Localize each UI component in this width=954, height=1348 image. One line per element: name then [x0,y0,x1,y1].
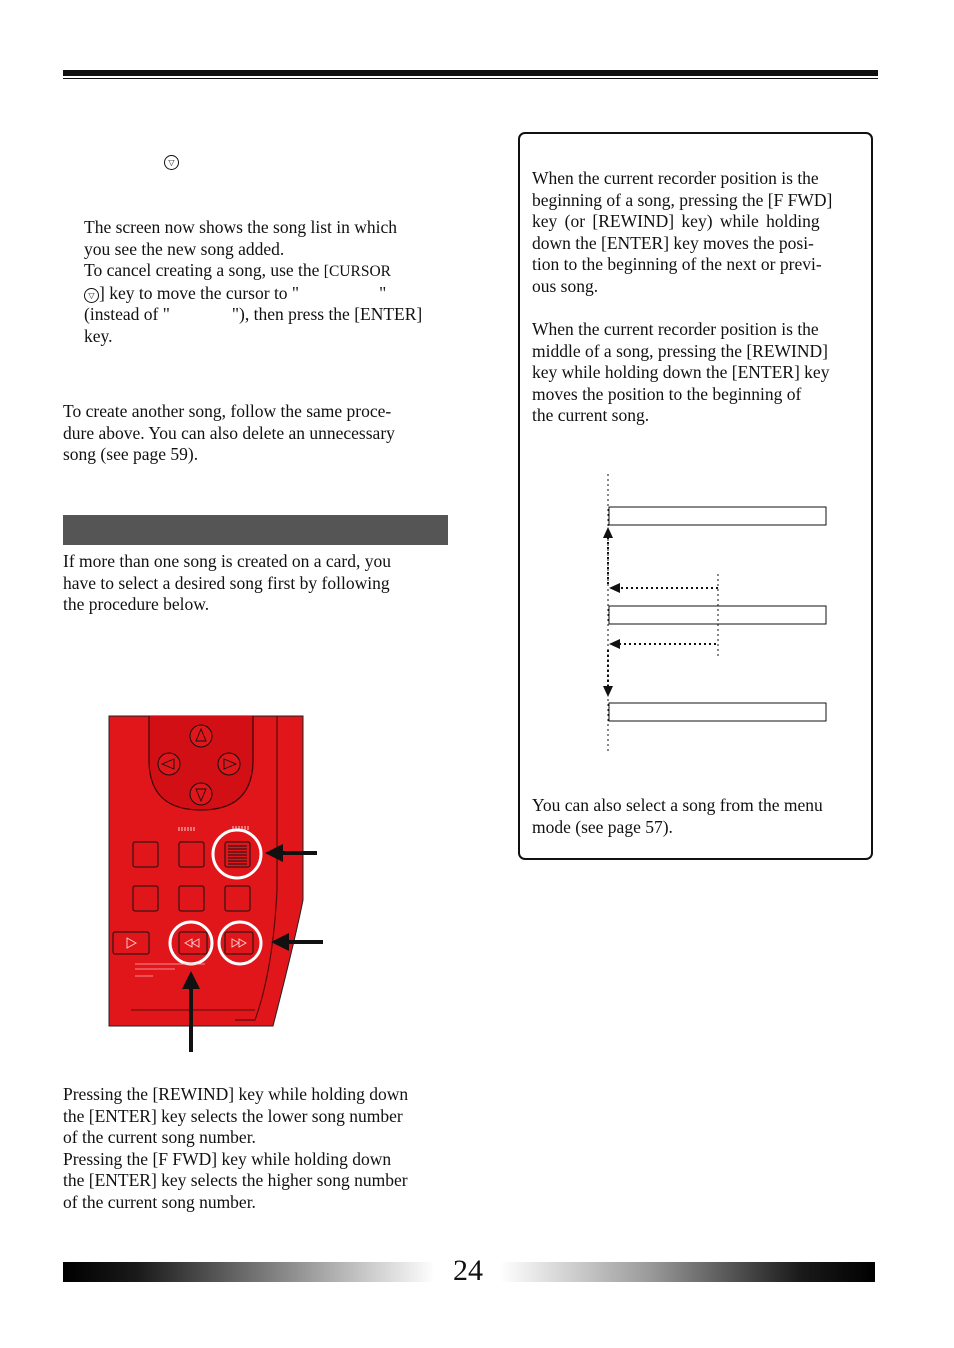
footer-gradient-bar-left [63,1262,435,1282]
page-number: 24 [453,1254,483,1287]
text-line: key (or [REWIND] key) while holding [532,211,820,232]
text-line: dure above. You can also delete an unnecessary [63,422,395,443]
text-line: you see the new song added. [84,238,285,259]
cursor-down-circle-icon: ▽ [84,288,99,303]
text-line: moves the position to the beginning of [532,383,802,404]
info-para-song-middle [532,319,859,427]
text-line: key while holding down the [ENTER] key [532,362,830,383]
text-line: song (see page 59). [63,444,199,465]
enter-key-icon [225,842,250,867]
header-rule-thick [63,70,878,76]
text-span: (instead of " [84,304,170,325]
info-para-menu-mode [532,795,862,838]
text-line: ous song. [532,275,599,296]
fast-forward-key-icon [225,932,253,954]
text-line: Pressing the [F FWD] key while holding down [63,1148,392,1169]
cursor-down-key-icon [190,783,212,805]
jump-arrow-to-current-song [609,583,718,593]
section-heading-band [63,515,448,545]
header-rule-thin [63,78,878,79]
text-span: " [379,282,387,303]
cursor-up-key-icon [190,725,212,747]
song-bar [609,507,826,525]
another-song-paragraph [63,401,448,466]
panel-key [133,886,158,911]
text-line: tion to the beginning of the next or previ- [532,254,822,275]
text-line: When the current recorder position is the [532,168,819,188]
song-bar [609,703,826,721]
play-key-icon [113,932,149,954]
panel-key [225,886,250,911]
text-line: down the [ENTER] key moves the posi- [532,232,814,253]
panel-key [133,842,158,867]
rewind-ffwd-keys-paragraph [63,1084,448,1214]
text-line [84,260,448,283]
new-song-paragraph [84,217,448,348]
text-line: the [ENTER] key selects the lower song number [63,1105,403,1126]
panel-key [179,842,204,867]
text-line: To create another song, follow the same proce- [63,401,392,421]
text-line: the procedure below. [63,594,210,615]
text-span: ] key to move the cursor to " [99,282,300,303]
panel-key [179,886,204,911]
text-line: mode (see page 57). [532,816,673,837]
cursor-right-key-icon [218,753,240,775]
text-line: The screen now shows the song list in which [84,217,398,237]
text-line: the current song. [532,405,650,426]
text-span: To cancel creating a song, use the [84,260,324,281]
text-span: "), then press the [ENTER] [231,304,423,325]
text-line: Pressing the [REWIND] key while holding down [63,1084,409,1104]
footer-gradient-bar-right [500,1262,875,1282]
info-para-song-beginning [532,168,859,298]
text-line: of the current song number. [63,1191,256,1212]
song-position-diagram [596,474,836,756]
jump-arrow-to-previous-song [609,639,716,649]
text-line: If more than one song is created on a card, you [63,551,392,571]
text-line: middle of a song, pressing the [REWIND] [532,340,828,361]
text-line: of the current song number. [63,1127,256,1148]
text-line: When the current recorder position is the [532,319,819,339]
cursor-left-key-icon [158,753,180,775]
text-line: the [ENTER] key selects the higher song number [63,1170,408,1191]
cursor-down-circle-icon: ▽ [164,155,179,170]
cursor-key-label: [CURSOR [323,263,391,281]
text-line [84,304,448,326]
text-line: beginning of a song, pressing the [F FWD] [532,189,833,210]
rewind-key-icon [179,932,207,954]
text-line: key. [84,325,113,346]
device-control-panel-illustration [105,710,335,1060]
text-line [84,283,448,305]
text-line: have to select a desired song first by following [63,572,390,593]
select-song-paragraph [63,551,448,616]
text-line: You can also select a song from the menu [532,795,823,815]
down-arrow-to-next-song [603,650,613,697]
